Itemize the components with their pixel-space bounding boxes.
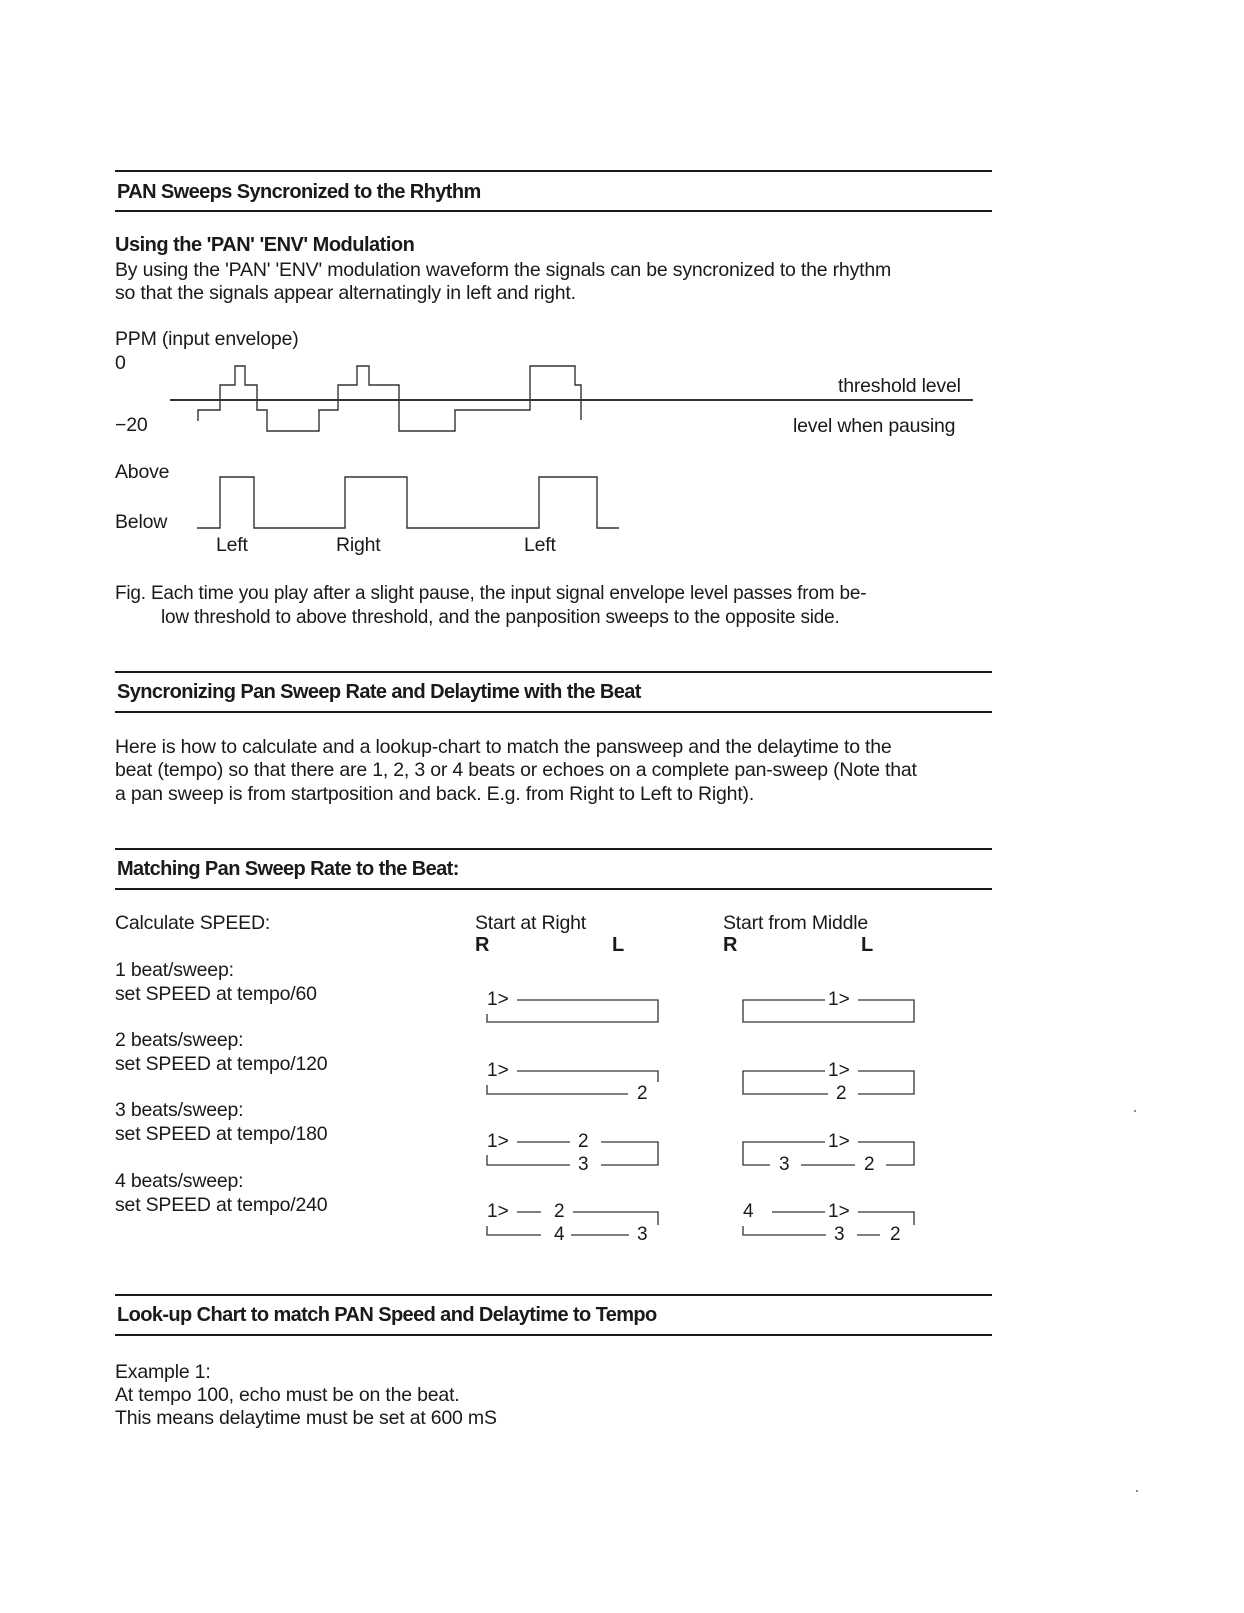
sweep-diagram-2-right	[487, 1071, 658, 1094]
beat-marker: 1>	[828, 989, 850, 1010]
beat-marker: 3	[779, 1154, 790, 1175]
section-heading-sync-rate: Syncronizing Pan Sweep Rate and Delaytime with the Beat	[117, 681, 641, 703]
caption-line: low threshold to above threshold, and the panposition sweeps to the opposite side.	[161, 607, 840, 628]
beats-label: 4 beats/sweep:	[115, 1170, 244, 1192]
speed-label: set SPEED at tempo/60	[115, 983, 317, 1005]
level-zero-label: 0	[115, 352, 126, 374]
beat-marker: 1>	[828, 1060, 850, 1081]
beat-marker: 2	[578, 1131, 589, 1152]
body-text: a pan sweep is from startposition and back. E.g. from Right to Left to Right).	[115, 783, 755, 805]
body-text: beat (tempo) so that there are 1, 2, 3 or 4 beats or echoes on a complete pan-sweep (Note that	[115, 759, 917, 781]
speed-label: set SPEED at tempo/120	[115, 1053, 328, 1075]
level-minus20-label: −20	[115, 414, 148, 436]
sweep-diagram-1-right	[487, 1000, 658, 1022]
beat-marker: 1>	[828, 1201, 850, 1222]
beats-label: 3 beats/sweep:	[115, 1099, 244, 1121]
beat-marker: 3	[578, 1154, 589, 1175]
divider	[115, 1334, 992, 1336]
left-marker: L	[612, 934, 625, 956]
scan-speck	[1136, 1490, 1138, 1492]
beats-label: 2 beats/sweep:	[115, 1029, 244, 1051]
body-text: so that the signals appear alternatingly in left and right.	[115, 282, 576, 304]
section-heading-pan-sweeps: PAN Sweeps Syncronized to the Rhythm	[117, 181, 481, 203]
envelope-title: PPM (input envelope)	[115, 328, 299, 350]
body-text: By using the 'PAN' 'ENV' modulation waveform the signals can be syncronized to the rhythm	[115, 259, 892, 281]
beat-marker: 3	[834, 1224, 845, 1245]
pan-label-left: Left	[216, 534, 248, 556]
body-text: Here is how to calculate and a lookup-chart to match the pansweep and the delaytime to the	[115, 736, 892, 758]
above-label: Above	[115, 461, 170, 483]
beat-marker: 1>	[487, 989, 509, 1010]
beat-marker: 2	[554, 1201, 565, 1222]
threshold-label: threshold level	[838, 375, 961, 397]
pausing-label: level when pausing	[793, 415, 956, 437]
subheading-pan-env: Using the 'PAN' 'ENV' Modulation	[115, 234, 415, 256]
left-marker: L	[861, 934, 874, 956]
example-text: At tempo 100, echo must be on the beat.	[115, 1384, 460, 1406]
speed-label: set SPEED at tempo/180	[115, 1123, 328, 1145]
col-title-start-right: Start at Right	[475, 912, 587, 934]
sweep-diagram-3-right	[487, 1142, 658, 1165]
beat-marker: 2	[890, 1224, 901, 1245]
beat-marker: 2	[836, 1083, 847, 1104]
speed-label: set SPEED at tempo/240	[115, 1194, 328, 1216]
col-title-start-middle: Start from Middle	[723, 912, 869, 934]
right-marker: R	[723, 934, 738, 956]
beat-marker: 2	[637, 1083, 648, 1104]
sweep-diagram-4-right	[487, 1212, 658, 1235]
pan-label-right: Right	[336, 534, 381, 556]
beat-marker: 3	[637, 1224, 648, 1245]
beat-marker: 1>	[487, 1201, 509, 1222]
caption-line: Fig. Each time you play after a slight pause, the input signal envelope level passes from be-	[115, 583, 867, 604]
beats-label: 1 beat/sweep:	[115, 959, 234, 981]
calc-speed-label: Calculate SPEED:	[115, 912, 271, 934]
beat-marker: 4	[554, 1224, 565, 1245]
below-label: Below	[115, 511, 168, 533]
beat-marker: 2	[864, 1154, 875, 1175]
beat-marker: 1>	[487, 1060, 509, 1081]
example-title: Example 1:	[115, 1361, 211, 1383]
pan-label-left: Left	[524, 534, 556, 556]
divider	[115, 1294, 992, 1296]
section-heading-matching: Matching Pan Sweep Rate to the Beat:	[117, 858, 459, 880]
right-marker: R	[475, 934, 490, 956]
beat-marker: 1>	[828, 1131, 850, 1152]
beat-marker: 1>	[487, 1131, 509, 1152]
beat-marker: 4	[743, 1201, 754, 1222]
example-text: This means delaytime must be set at 600 mS	[115, 1407, 497, 1429]
scan-speck	[1134, 1110, 1136, 1112]
section-heading-lookup-chart: Look-up Chart to match PAN Speed and Delaytime to Tempo	[117, 1304, 657, 1326]
